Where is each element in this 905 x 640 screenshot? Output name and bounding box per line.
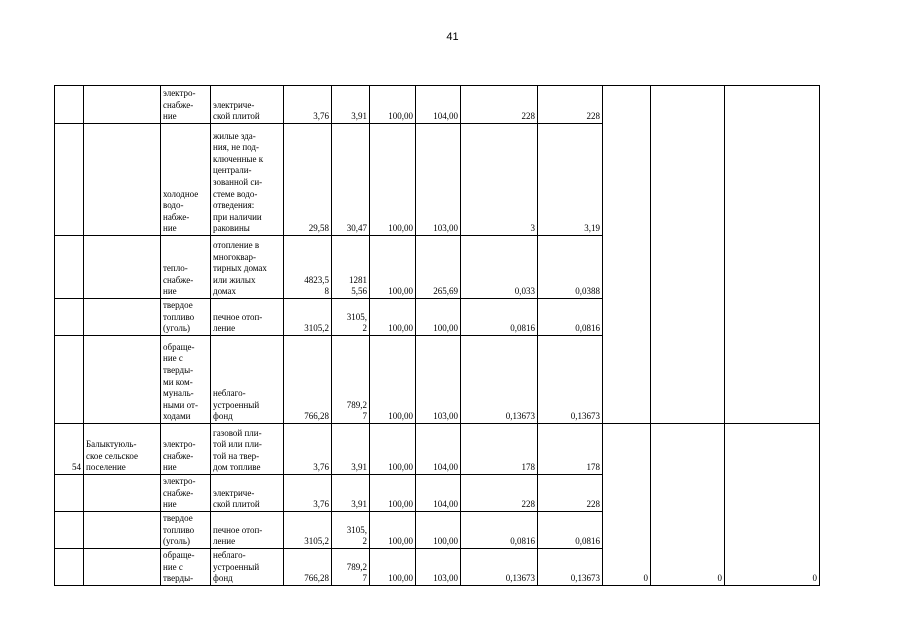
value-cell: 789,2 7	[332, 549, 370, 586]
settlement-number-cell	[55, 86, 84, 124]
settlement-cell	[84, 299, 161, 336]
value-cell: 0,033	[461, 236, 538, 299]
value-cell: 3,91	[332, 86, 370, 124]
category-cell: жилые зда- ния, не под- ключенные к централи- зованной си- стеме водо- отведения: при наличии раковины	[211, 124, 284, 236]
value-cell: 228	[461, 475, 538, 512]
value-cell: 265,69	[416, 236, 461, 299]
tariff-table	[54, 85, 820, 586]
value-cell: 100,00	[370, 512, 416, 549]
settlement-number-cell	[55, 549, 84, 586]
value-cell: 3105, 2	[332, 512, 370, 549]
value-cell: 100,00	[370, 549, 416, 586]
value-cell: 3,19	[538, 124, 603, 236]
value-cell: 789,2 7	[332, 336, 370, 424]
value-cell: 178	[461, 424, 538, 475]
blank-cell	[603, 86, 651, 424]
settlement-number-cell	[55, 475, 84, 512]
value-cell: 103,00	[416, 549, 461, 586]
value-cell: 100,00	[416, 299, 461, 336]
utility-cell: электро- снабже- ние	[161, 424, 211, 475]
utility-cell: электро- снабже- ние	[161, 475, 211, 512]
value-cell: 3105, 2	[332, 299, 370, 336]
table-row	[55, 86, 820, 124]
value-cell: 228	[461, 86, 538, 124]
value-cell: 100,00	[416, 512, 461, 549]
category-cell: электриче- ской плитой	[211, 475, 284, 512]
settlement-number-cell	[55, 124, 84, 236]
category-cell: отопление в многоквар- тирных домах или жилых домах	[211, 236, 284, 299]
value-cell: 29,58	[284, 124, 332, 236]
value-cell: 766,28	[284, 336, 332, 424]
value-cell: 100,00	[370, 299, 416, 336]
value-cell: 0,0816	[461, 299, 538, 336]
settlement-cell	[84, 512, 161, 549]
value-cell: 104,00	[416, 86, 461, 124]
value-cell: 104,00	[416, 424, 461, 475]
value-cell: 3,91	[332, 475, 370, 512]
value-cell: 103,00	[416, 124, 461, 236]
utility-cell: холодное водо- набже- ние	[161, 124, 211, 236]
table-row	[55, 424, 820, 475]
value-cell: 3105,2	[284, 299, 332, 336]
value-cell: 178	[538, 424, 603, 475]
utility-cell: обраще- ние с тверды-	[161, 549, 211, 586]
value-cell: 0,13673	[538, 336, 603, 424]
utility-cell: тепло- снабже- ние	[161, 236, 211, 299]
value-cell: 100,00	[370, 475, 416, 512]
category-cell: электриче- ской плитой	[211, 86, 284, 124]
summary-cell: 0	[725, 424, 820, 586]
utility-cell: электро- снабже- ние	[161, 86, 211, 124]
category-cell: газовой пли- той или пли- той на твер- дом топливе	[211, 424, 284, 475]
settlement-cell	[84, 236, 161, 299]
value-cell: 103,00	[416, 336, 461, 424]
value-cell: 228	[538, 475, 603, 512]
value-cell: 100,00	[370, 424, 416, 475]
page-number: 41	[446, 31, 459, 43]
value-cell: 4823,5 8	[284, 236, 332, 299]
utility-cell: твердое топливо (уголь)	[161, 299, 211, 336]
settlement-cell	[84, 86, 161, 124]
value-cell: 766,28	[284, 549, 332, 586]
category-cell: печное отоп- ление	[211, 512, 284, 549]
settlement-number-cell: 54	[55, 424, 84, 475]
settlement-number-cell	[55, 299, 84, 336]
settlement-number-cell	[55, 336, 84, 424]
value-cell: 104,00	[416, 475, 461, 512]
value-cell: 3	[461, 124, 538, 236]
value-cell: 100,00	[370, 336, 416, 424]
value-cell: 3,76	[284, 424, 332, 475]
value-cell: 3,76	[284, 86, 332, 124]
value-cell: 0,0816	[538, 512, 603, 549]
value-cell: 0,0816	[461, 512, 538, 549]
settlement-cell	[84, 475, 161, 512]
settlement-number-cell	[55, 512, 84, 549]
category-cell: неблаго- устроенный фонд	[211, 549, 284, 586]
value-cell: 30,47	[332, 124, 370, 236]
summary-cell: 0	[651, 424, 725, 586]
blank-cell	[651, 86, 725, 424]
settlement-cell: Балыктуюль- ское сельское поселение	[84, 424, 161, 475]
summary-cell: 0	[603, 424, 651, 586]
settlement-cell	[84, 336, 161, 424]
value-cell: 0,13673	[461, 336, 538, 424]
settlement-cell	[84, 124, 161, 236]
value-cell: 3105,2	[284, 512, 332, 549]
utility-cell: твердое топливо (уголь)	[161, 512, 211, 549]
value-cell: 3,76	[284, 475, 332, 512]
value-cell: 100,00	[370, 236, 416, 299]
value-cell: 0,13673	[461, 549, 538, 586]
blank-cell	[725, 86, 820, 424]
value-cell: 3,91	[332, 424, 370, 475]
value-cell: 0,0816	[538, 299, 603, 336]
category-cell: неблаго- устроенный фонд	[211, 336, 284, 424]
value-cell: 0,0388	[538, 236, 603, 299]
utility-cell: обраще- ние с тверды- ми ком- муналь- ными от- ходами	[161, 336, 211, 424]
value-cell: 0,13673	[538, 549, 603, 586]
settlement-number-cell	[55, 236, 84, 299]
value-cell: 228	[538, 86, 603, 124]
category-cell: печное отоп- ление	[211, 299, 284, 336]
value-cell: 100,00	[370, 124, 416, 236]
value-cell: 1281 5,56	[332, 236, 370, 299]
value-cell: 100,00	[370, 86, 416, 124]
settlement-cell	[84, 549, 161, 586]
